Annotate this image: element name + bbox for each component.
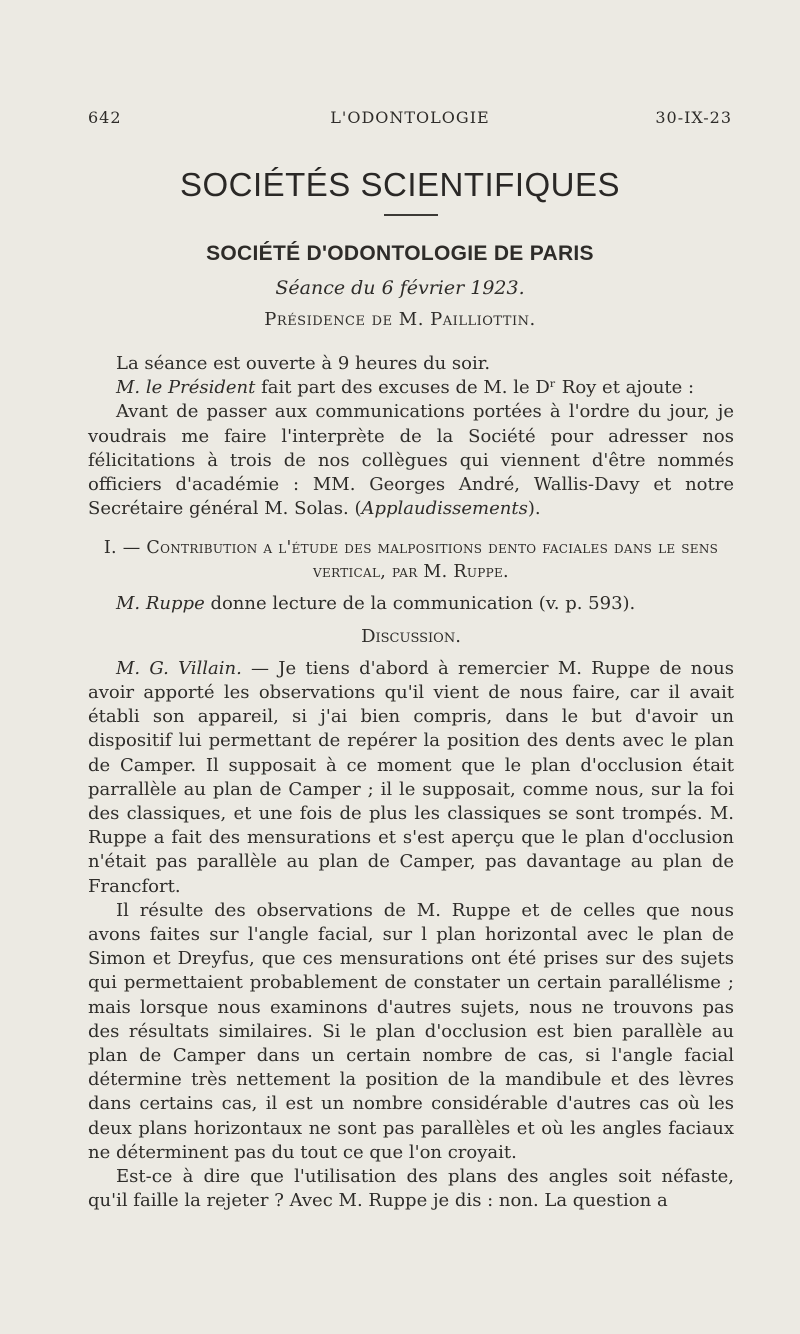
applause-note: Applaudissements — [361, 498, 528, 520]
discussion-paragraph: Est-ce à dire que l'utilisation des plans des angles soit néfaste, qu'il faille la rejeter ? Avec M. Ruppe je dis : non. La question a — [88, 1166, 734, 1212]
session-date: Séance du 6 février 1923. — [275, 277, 525, 299]
speaker-name: M. Ruppe — [116, 593, 205, 615]
running-head — [88, 108, 732, 134]
item-heading: I. — Contribution a l'étude des malpositions dento faciales dans le sens vertical, par M. Ruppe. — [103, 538, 719, 583]
section-title: SOCIÉTÉS SCIENTIFIQUES — [179, 166, 621, 203]
speaker-name: M. le Président — [116, 377, 256, 399]
society-title: SOCIÉTÉ D'ODONTOLOGIE DE PARIS — [206, 242, 594, 265]
opening-paragraph: La séance est ouverte à 9 heures du soir. — [116, 353, 491, 374]
speaker-name: M. G. Villain. — [116, 657, 242, 679]
opening-section — [88, 352, 734, 521]
discussion-paragraph: Il résulte des observations de M. Ruppe et de celles que nous avons faites sur l'angle facial, sur l plan horizontal avec le plan de Simon et Dreyfus, que ces mensurations ont été prises sur des sujets qui permettaient probablement de constater un certain parallélisme ; mais lorsque nous examinons d'autres sujets, nous ne trouvons pas des résultats similaires. Si le plan d'occlusion est bien parallèle au plan de Camper dans un certain nombre de cas, si l'angle facial détermine très nettement la position de la mandibule et des lèvres dans certains cas, il est un nombre considérable d'autres cas où les deux plans horizontaux ne sont pas parallèles et où les angles faciaux ne déterminent pas du tout ce que l'on croyait. — [88, 899, 734, 1163]
journal-title: L'ODONTOLOGIE — [330, 108, 490, 127]
reading-paragraph: M. Ruppe donne lecture de la communication (v. p. 593). — [116, 593, 636, 615]
issue-date: 30-IX-23 — [655, 108, 732, 127]
presidency-line: Présidence de M. Pailliottin. — [264, 309, 536, 330]
discussion-heading: Discussion. — [361, 625, 461, 647]
president-speech: Avant de passer aux communications portées à l'ordre du jour, je voudrais me faire l'interprète de la Société pour adresser nos félicitations à trois de nos collègues qui viennent d'être nommés officiers d'académie : MM. Georges André, Wallis-Davy et notre Secrétaire général M. Solas. (Applaudissements). — [88, 401, 734, 520]
discussion-paragraph: M. G. Villain. — Je tiens d'abord à remercier M. Ruppe de nous avoir apporté les observations qu'il vient de nous faire, car il avait établi son appareil, si j'ai bien compris, dans le but d'avoir un dispositif lui permettant de repérer la position des dents avec le plan de Camper. Il supposait à ce moment que le plan d'occlusion était parrallèle au plan de Camper ; il le supposait, comme nous, sur la foi des classiques, et une fois de plus les classiques se sont trompés. M. Ruppe a fait des mensurations et s'est aperçu que le plan d'occlusion n'était pas parallèle au plan de Camper, pas davantage au plan de Francfort. — [88, 657, 734, 897]
president-paragraph: M. le Président fait part des excuses de M. le Dʳ Roy et ajoute : — [116, 377, 695, 399]
communication-section — [88, 536, 734, 1213]
title-divider — [384, 214, 438, 216]
page-number: 642 — [88, 108, 122, 127]
